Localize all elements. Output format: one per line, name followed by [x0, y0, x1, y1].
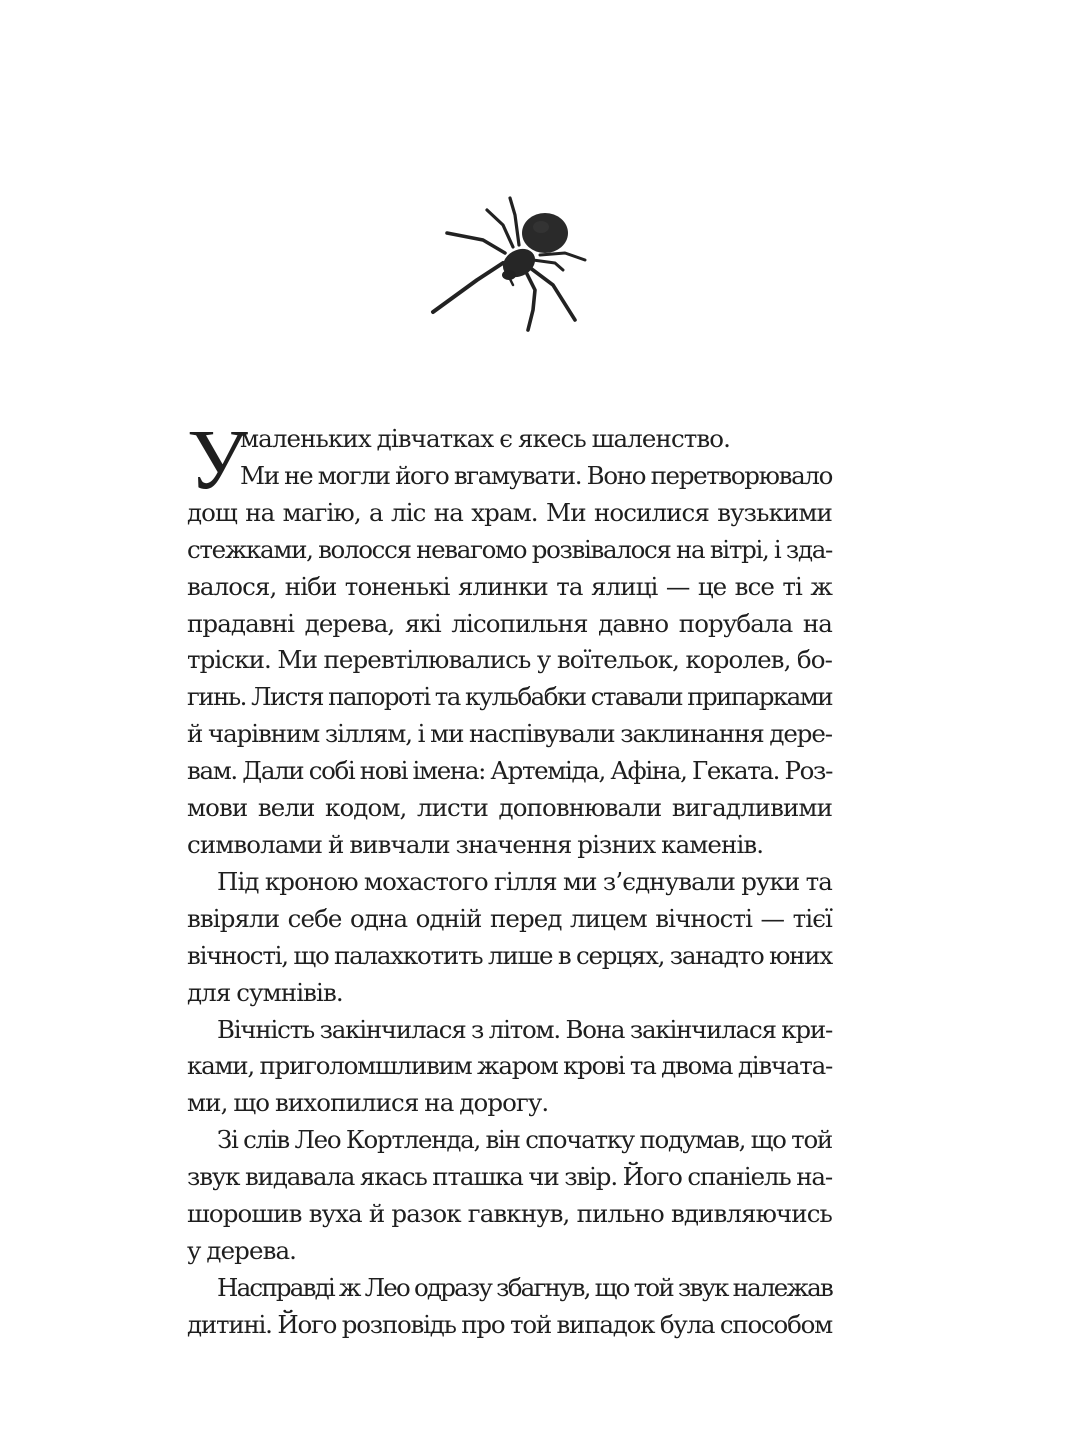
spider-icon — [425, 185, 595, 335]
text-line: маленьких дівчатках є якесь шаленство. — [240, 424, 731, 453]
text-line: Зі слів Лео Кортленда, він спочатку подумав, що той — [217, 1125, 832, 1155]
text-line: Під кроною мохастого гілля ми з’єднували руки та — [217, 866, 832, 896]
text-line: символами й вивчали значення різних каменів. — [187, 829, 764, 859]
text-line: шорошив вуха й разок гавкнув, пильно вдивляючись — [187, 1199, 832, 1229]
text-line: ми, що вихопилися на дорогу. — [187, 1088, 549, 1118]
text-line: Вічність закінчилася з літом. Вона закінчилася кри- — [217, 1014, 832, 1044]
text-line: гинь. Листя папороті та кульбабки ставали припарками — [187, 682, 832, 712]
text-line: мови вели кодом, листи доповнювали вигадливими — [187, 793, 832, 823]
text-line: Насправді ж Лео одразу збагнув, що той звук належав — [217, 1272, 832, 1302]
chapter-text — [187, 411, 833, 1344]
text-line: Ми не могли його вгамувати. Воно перетворювало — [240, 460, 832, 490]
text-line: для сумнівів. — [187, 977, 343, 1007]
text-line: ввіряли себе одна одній перед лицем вічності — тієї — [187, 903, 832, 933]
text-line: стежками, волосся невагомо розвівалося на вітрі, і зда- — [187, 534, 832, 564]
paragraph-5 — [187, 1270, 832, 1344]
text-line: прадавні дерева, які лісопильня давно порубала на — [187, 608, 832, 638]
text-line: дощ на магію, а ліс на храм. Ми носилися вузькими — [187, 497, 832, 527]
text-line: тріски. Ми перевтілювались у воїтельок, королев, бо- — [187, 645, 832, 675]
text-line: звук видавала якась пташка чи звір. Його спаніель на- — [187, 1162, 832, 1192]
text-line: й чарівним зіллям, і ми наспівували заклинання дере- — [187, 719, 832, 749]
text-line: дитині. Його розповідь про той випадок була способом — [187, 1309, 832, 1339]
text-line: ками, приголомшливим жаром крові та двома дівчата- — [187, 1051, 833, 1081]
paragraph-4 — [187, 1122, 832, 1270]
paragraph-3 — [187, 1012, 832, 1123]
text-line: вам. Дали собі нові імена: Артеміда, Афіна, Геката. Роз- — [187, 756, 832, 786]
text-line: у дерева. — [187, 1235, 297, 1265]
paragraph-1 — [187, 411, 832, 864]
text-line: валося, ніби тоненькі ялинки та ялиці — це все ті ж — [187, 571, 832, 601]
drop-cap: У — [187, 411, 248, 507]
text-line: вічності, що палахкотить лише в серцях, занадто юних — [187, 940, 832, 970]
paragraph-2 — [187, 864, 832, 1012]
